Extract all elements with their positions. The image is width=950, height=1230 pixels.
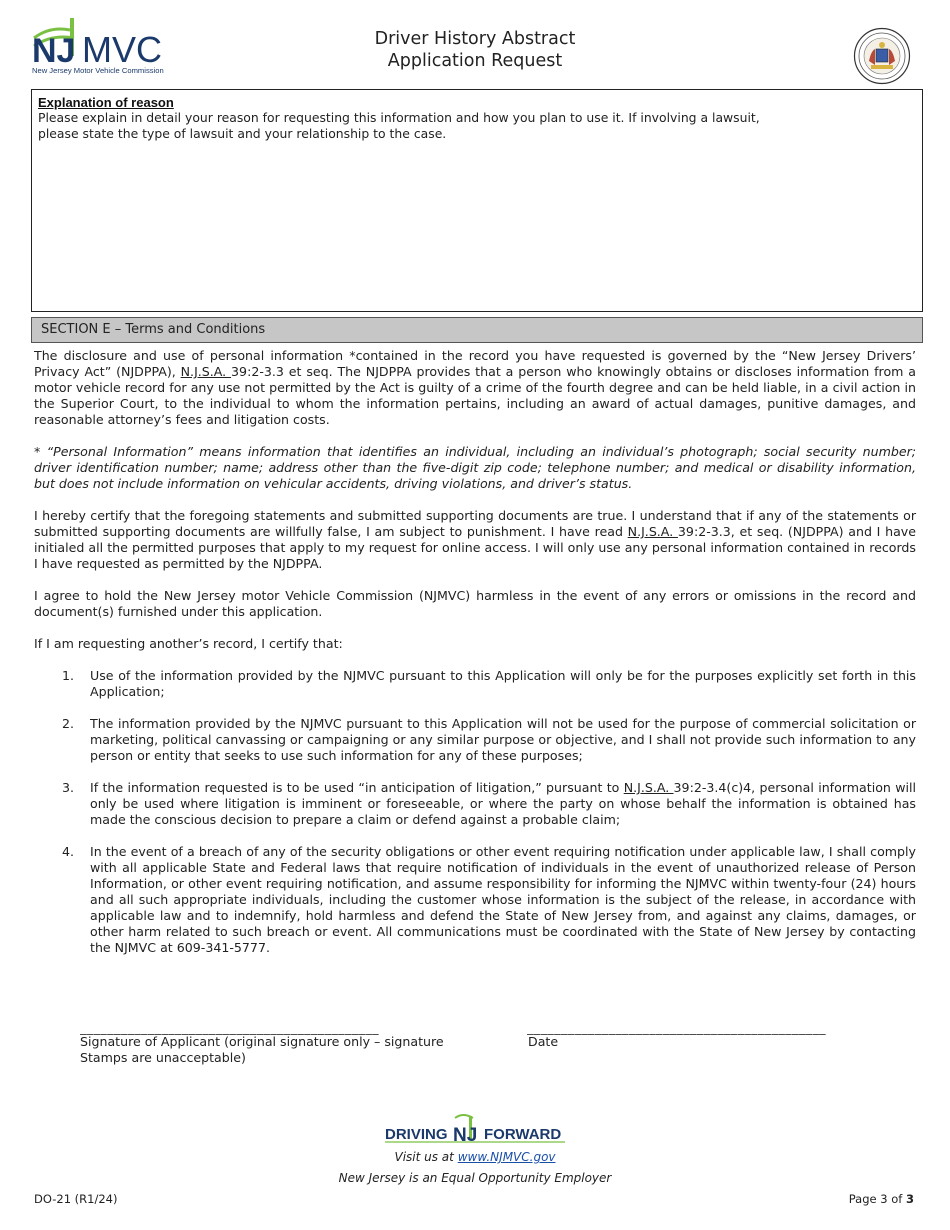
njmvc-logo	[30, 16, 180, 80]
explanation-box[interactable]	[31, 89, 923, 312]
footer-logo-left: DRIVING	[385, 1126, 448, 1143]
list-number: 2.	[62, 716, 75, 731]
instructions-line-2: please state the type of lawsuit and your relationship to the case.	[38, 126, 447, 141]
svg-text:NJ: NJ	[32, 32, 76, 66]
equal-opportunity-statement: New Jersey is an Equal Opportunity Employer	[338, 1171, 612, 1185]
logo-caption: New Jersey Motor Vehicle Commission	[32, 66, 164, 75]
p1-citation: N.J.S.A.	[180, 364, 232, 379]
date-field[interactable]: ____________________________________________	[527, 1020, 827, 1035]
footer-visit	[0, 1150, 950, 1164]
explanation-heading: Explanation of reason	[38, 95, 174, 110]
list-text-a: If the information requested is to be used “in anticipation of litigation,” pursuant to	[90, 780, 624, 795]
list-text-b: 39:2-3.4(c)4, personal information will only be used where litigation is imminent or foreseeable, or where the party on whose behalf the information is obtained has made the conscious decision to prepare a claim or defend against a probable claim;	[90, 780, 917, 827]
visit-prefix: Visit us at	[394, 1150, 458, 1164]
page-number	[849, 1192, 914, 1206]
personal-info-definition: * “Personal Information” means information that identifies an individual, including an individual’s photograph; social security number; driver identification number; name; address other than the five-digit zip code; telephone number; and medical or disability information, but does not include information on vehicular accidents, driving violations, and driver’s status.	[34, 444, 916, 491]
footer-logo-right: FORWARD	[484, 1126, 562, 1143]
certification-paragraph	[34, 508, 916, 572]
applicant-signature-label	[80, 1034, 480, 1066]
p3-citation: N.J.S.A.	[627, 524, 678, 539]
nj-state-seal-icon	[853, 27, 911, 85]
p3-text-b: 39:2-3.3, et seq. (NJDPPA) and I have initialed all the permitted purposes that apply to my request for online access. I will only use any personal information contained in records I have requested as permitted by the NJDPPA.	[34, 524, 916, 571]
page-prefix: Page 3 of	[848, 1192, 906, 1206]
certification-list	[60, 668, 916, 956]
signature-label-line-2: Stamps are unacceptable)	[80, 1050, 246, 1065]
page-total: 3	[905, 1192, 914, 1206]
list-text: Use of the information provided by the NJMVC pursuant to this Application will only be for the purposes explicitly set forth in this Application;	[90, 668, 916, 699]
list-item	[60, 716, 916, 764]
driving-nj-forward-logo	[385, 1114, 565, 1144]
applicant-signature-field[interactable]: ____________________________________________	[80, 1020, 380, 1035]
footer-logo-mid: NJ	[453, 1125, 478, 1144]
p1-text-a: The disclosure and use of personal information *contained in the record you have requested is governed by the “New Jersey Drivers’ Privacy Act” (NJDPPA),	[34, 348, 916, 379]
p3-text-a: I hereby certify that the foregoing statements and submitted supporting documents are true. I understand that if any of the statements or submitted supporting documents are willfully false, I am subject to punishment. I have read	[34, 508, 916, 539]
list-number: 4.	[62, 844, 75, 859]
hold-harmless-paragraph: I agree to hold the New Jersey motor Vehicle Commission (NJMVC) harmless in the event of any errors or omissions in the record and document(s) furnished under this application.	[34, 588, 916, 619]
privacy-act-paragraph	[34, 348, 916, 428]
title-line-1: Driver History Abstract	[374, 29, 576, 49]
list-text: In the event of a breach of any of the security obligations or other event requiring notification under applicable law, I shall comply with all applicable State and Federal laws that require notification of individuals in the event of unauthorized release of Person Information, or other event requiring notification, and assume responsibility for informing the NJMVC within twenty-four (24) hours and all such appropriate individuals, including the customer whose information is the subject of the release, in accordance with applicable law and to indemnify, hold harmless and defend the State of New Jersey from, and against any claims, damages, or other harm related to such breach or event. All communications must be coordinated with the State of New Jersey by contacting the NJMVC at 609-341-5777.	[90, 844, 916, 955]
title-line-2: Application Request	[387, 51, 563, 71]
signature-label-line-1: Signature of Applicant (original signature only – signature	[80, 1034, 444, 1049]
date-label: Date	[528, 1034, 559, 1049]
instructions-line-1: Please explain in detail your reason for requesting this information and how you plan to use it. If involving a lawsuit,	[38, 110, 760, 125]
svg-text:MVC: MVC	[82, 29, 162, 66]
section-e-header: SECTION E – Terms and Conditions	[31, 317, 923, 343]
list-text: The information provided by the NJMVC pursuant to this Application will not be used for the purpose of commercial solicitation or marketing, political canvassing or campaigning or any similar purpose or objective, and I shall not provide such information to any person or entity that seeks to use such information for any of these purposes;	[90, 716, 916, 763]
list-number: 1.	[62, 668, 75, 683]
list-number: 3.	[62, 780, 75, 795]
list-citation: N.J.S.A.	[623, 780, 674, 795]
document-title	[300, 28, 650, 72]
another-record-intro: If I am requesting another’s record, I certify that:	[34, 636, 343, 651]
njmvc-logo-icon	[30, 16, 180, 66]
terms-body	[34, 348, 916, 972]
list-item	[60, 780, 916, 828]
list-item	[60, 844, 916, 956]
explanation-instructions	[38, 110, 916, 142]
list-item	[60, 668, 916, 700]
njmvc-website-link[interactable]: www.NJMVC.gov	[457, 1150, 556, 1164]
p1-text-b: 39:2-3.3 et seq. The NJDPPA provides that a person who knowingly obtains or discloses information from a motor vehicle record for any use not permitted by the Act is guilty of a crime of the fourth degree and can be held liable, in a civil action in the Superior Court, to the individual to whom the information pertains, including an award of actual damages, punitive damages, and reasonable attorney’s fees and litigation costs.	[34, 364, 917, 427]
form-id: DO-21 (R1/24)	[34, 1192, 118, 1206]
